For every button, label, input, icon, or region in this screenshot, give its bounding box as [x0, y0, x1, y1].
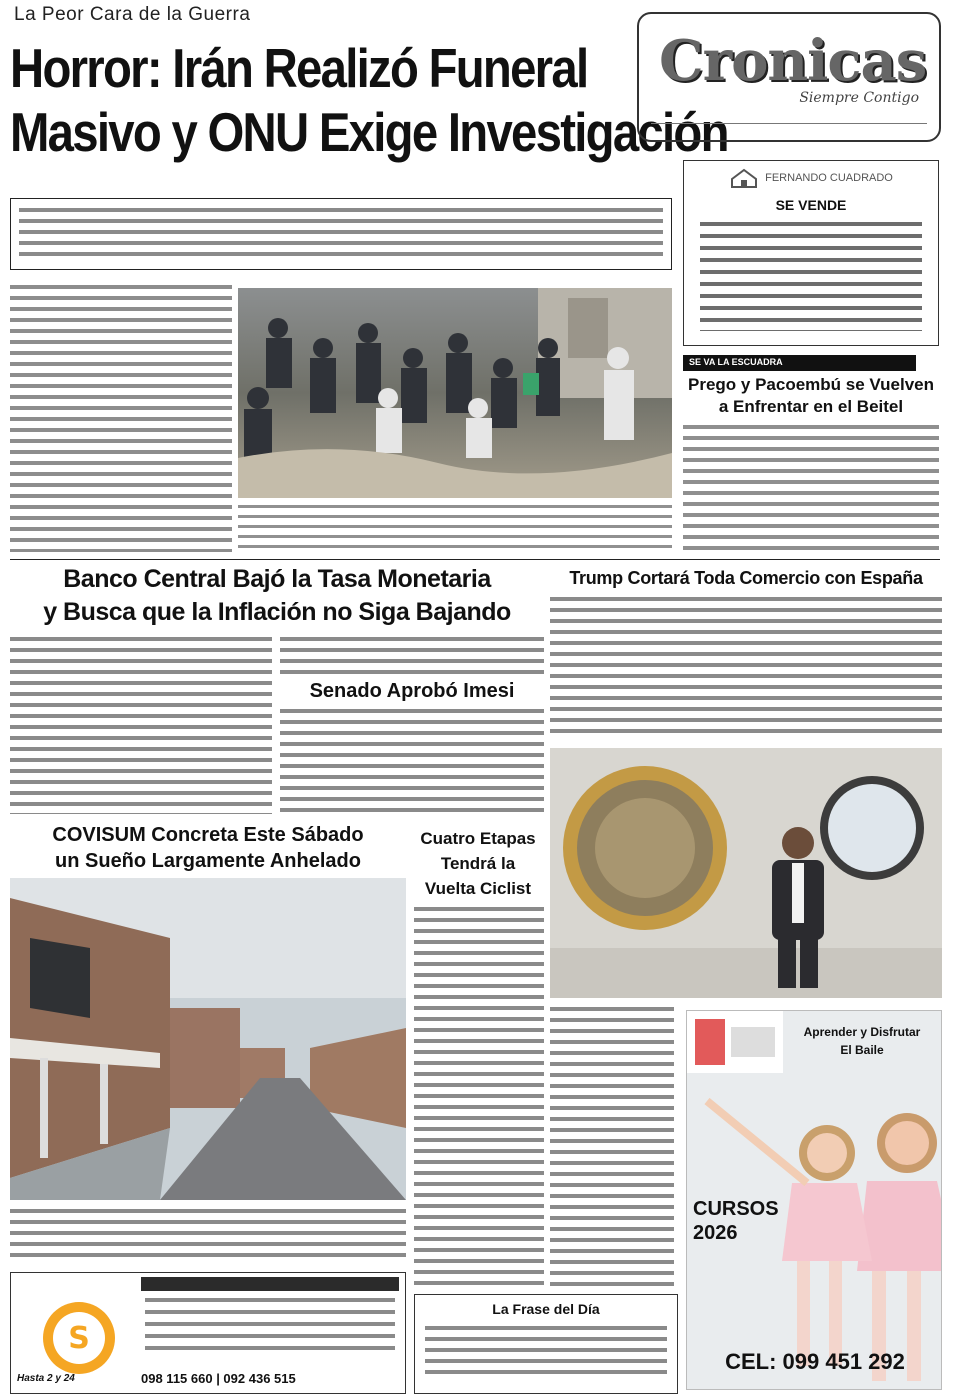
- house-logo-icon: [729, 167, 759, 189]
- quote-of-the-day-box: [414, 1294, 678, 1394]
- lead-text-lines: [19, 205, 663, 261]
- covisum-story-text: [10, 1206, 406, 1262]
- masthead-logo-box: [637, 12, 941, 142]
- showroom-image: [550, 748, 942, 998]
- mirror-showroom-photo: [550, 748, 942, 998]
- bank-story-column-1: [10, 634, 272, 814]
- masthead-info-line: [651, 123, 927, 132]
- main-headline-line-2: Masivo y ONU Exige Investigación: [10, 101, 728, 163]
- dance-school-ad: [686, 1010, 942, 1390]
- bottom-ad-text: [145, 1295, 395, 1355]
- housing-complex-image: [10, 878, 406, 1200]
- left-column-text: [10, 282, 232, 552]
- stages-story-text: [414, 904, 544, 1286]
- lead-paragraph-box: [10, 198, 672, 270]
- real-estate-body-lines: [700, 219, 922, 331]
- quote-box-title: La Frase del Día: [492, 1301, 600, 1317]
- section-divider: [10, 559, 940, 560]
- trump-story-text: [550, 594, 942, 740]
- kicker: La Peor Cara de la Guerra: [14, 4, 251, 25]
- svg-text:S: S: [68, 1321, 90, 1356]
- quote-box-text: [425, 1323, 667, 1379]
- bottom-ad-banner: [141, 1277, 399, 1291]
- bank-story-headline-line-2: y Busca que la Inflación no Siga Bajando: [43, 598, 511, 626]
- dance-ad-phone: CEL: 099 451 292: [725, 1349, 905, 1374]
- masthead-tagline: Siempre Contigo: [799, 90, 919, 106]
- dance-ad-headline: [787, 1023, 937, 1059]
- coin-logo-icon: [29, 1293, 129, 1383]
- bottom-ad-hours: Hasta 2 y 24: [17, 1373, 75, 1384]
- masthead-name: Cronicas: [659, 28, 927, 94]
- housing-photo: [10, 878, 406, 1200]
- side-story-text: [683, 422, 939, 554]
- stages-story-headline-line-3: Vuelta Ciclist: [424, 879, 532, 898]
- senate-story-headline: Senado Aprobó Imesi: [309, 680, 515, 702]
- middle-column-text: [550, 1004, 674, 1286]
- side-story-section: SE VA LA ESCUADRA: [683, 355, 916, 371]
- bank-story-headline-line-1: Banco Central Bajó la Tasa Monetaria: [63, 565, 491, 593]
- main-headline: [10, 36, 728, 164]
- real-estate-brand: FERNANDO CUADRADO: [765, 172, 893, 184]
- dance-ad-courses: [693, 1197, 779, 1245]
- main-headline-line-1: Horror: Irán Realizó Funeral: [10, 37, 588, 99]
- senate-story-text: [280, 706, 544, 812]
- real-estate-ad: [683, 160, 939, 346]
- bottom-left-ad: [10, 1272, 406, 1394]
- stages-story-headline-line-2: Tendrá la: [440, 854, 516, 873]
- stages-story-headline-line-1: Cuatro Etapas: [420, 829, 536, 848]
- bottom-ad-phone: 098 115 660 | 092 436 515: [141, 1371, 296, 1386]
- crowd-rubble-image: [238, 288, 672, 498]
- bank-story-column-2: [280, 634, 544, 674]
- real-estate-brand-row: [690, 167, 932, 189]
- dance-ad-courses-line-1: CURSOS: [693, 1198, 779, 1220]
- bank-story-headline: [10, 563, 544, 629]
- dance-ad-headline-line-2: El Baile: [840, 1043, 884, 1057]
- main-photo: [238, 288, 672, 498]
- side-story-headline: Prego y Pacoembú se Vuelven a Enfrentar en el Beitel: [688, 375, 934, 416]
- dance-ad-headline-line-1: Aprender y Disfrutar: [803, 1025, 921, 1039]
- stages-story-headline: [412, 826, 544, 901]
- covisum-story-headline-line-1: COVISUM Concreta Este Sábado: [52, 824, 364, 846]
- real-estate-title: SE VENDE: [775, 197, 847, 213]
- covisum-story-headline-line-2: un Sueño Largamente Anhelado: [55, 850, 361, 872]
- dance-ad-courses-line-2: 2026: [693, 1222, 738, 1244]
- main-photo-caption: [238, 502, 672, 554]
- trump-story-headline: Trump Cortará Toda Comercio con España: [569, 568, 923, 588]
- covisum-story-headline: [10, 822, 406, 874]
